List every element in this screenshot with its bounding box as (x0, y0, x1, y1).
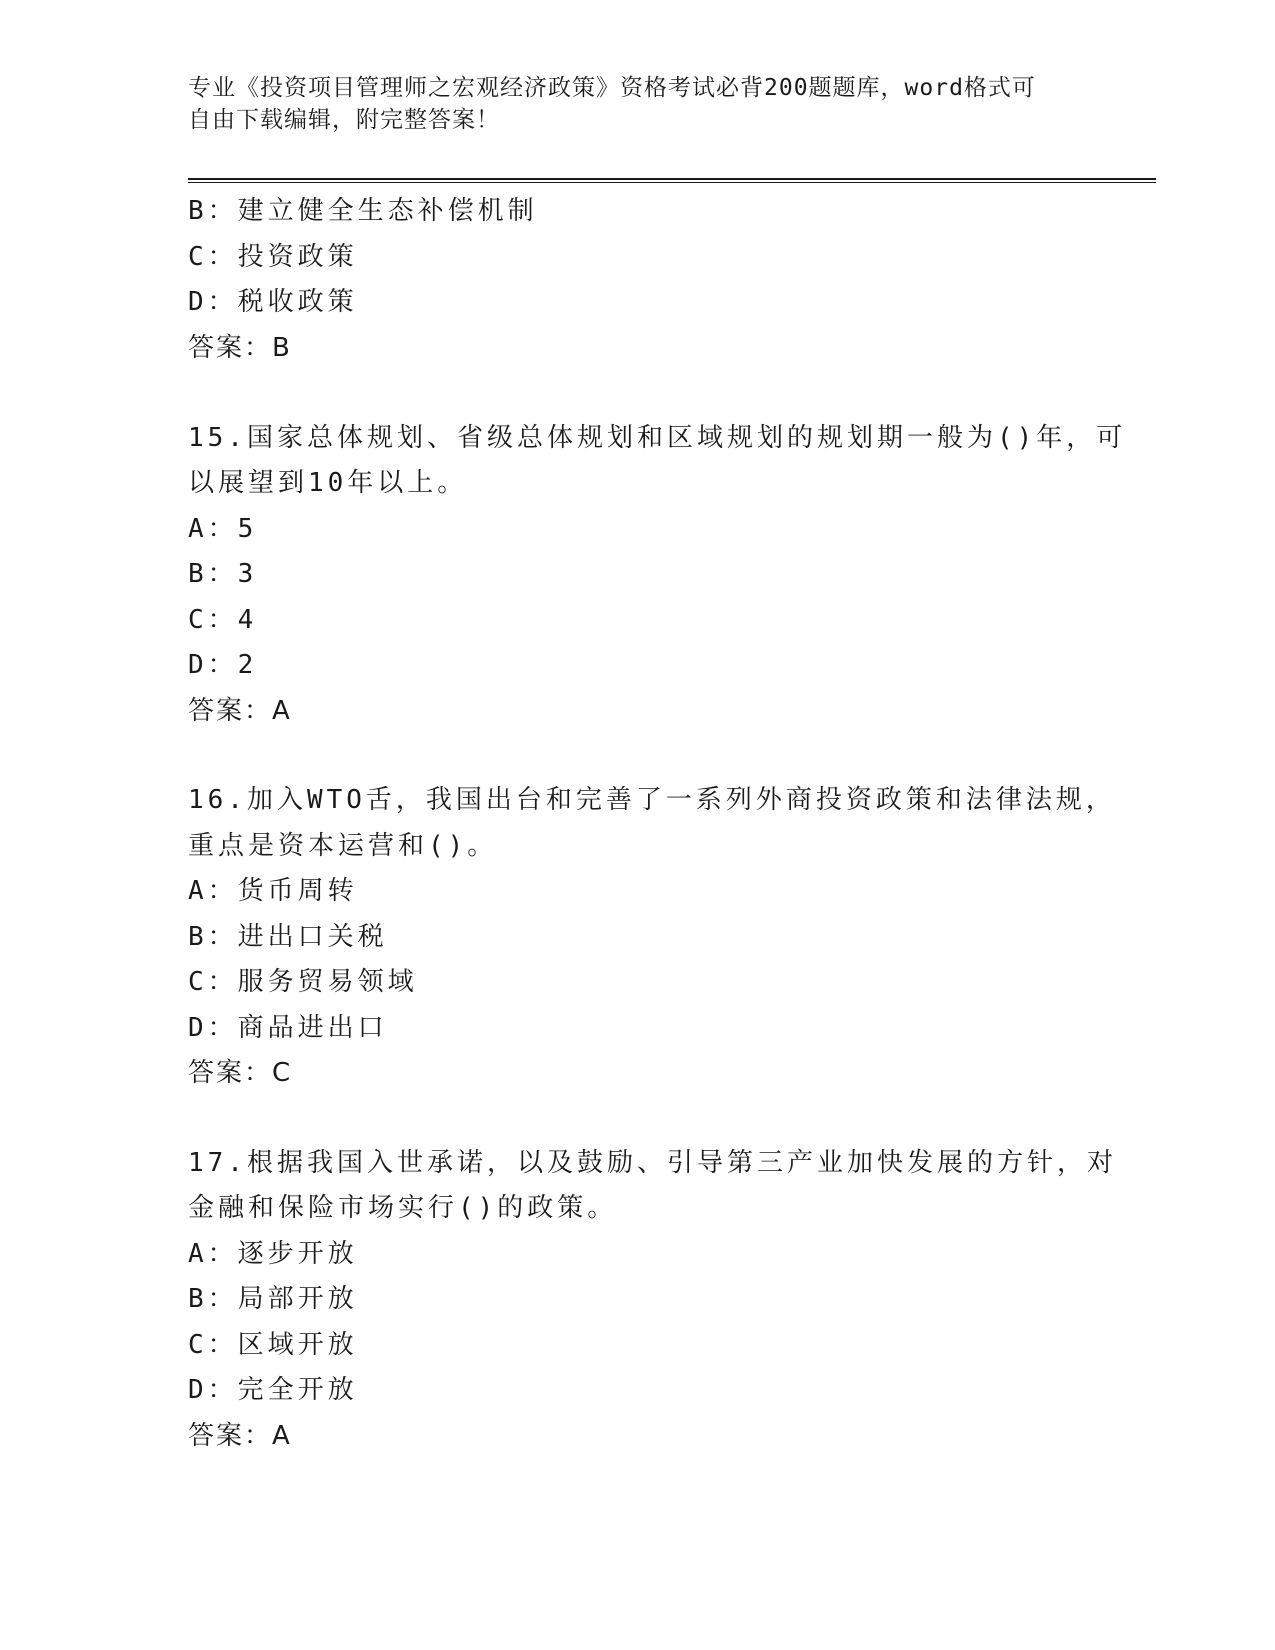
prev-option-d: D：税收政策 (188, 287, 358, 317)
q15-stem-line-2: 以展望到10年以上。 (188, 468, 468, 498)
q17-option-b: B：局部开放 (188, 1284, 358, 1314)
q17-option-d: D：完全开放 (188, 1375, 358, 1405)
q17-stem-line-1: 17.根据我国入世承诺，以及鼓励、引导第三产业加快发展的方针，对 (188, 1148, 1117, 1178)
q16-option-a: A：货币周转 (188, 876, 358, 906)
prev-answer: 答案：B (188, 333, 292, 363)
document-header (188, 72, 1068, 136)
prev-option-b: B：建立健全生态补偿机制 (188, 196, 538, 226)
q17-option-a: A：逐步开放 (188, 1239, 358, 1269)
header-line-1: 专业《投资项目管理师之宏观经济政策》资格考试必背200题题库，word格式可 (188, 75, 1036, 101)
q15-option-b: B：3 (188, 559, 258, 589)
q16-option-b: B：进出口关税 (188, 922, 388, 952)
q17-answer: 答案：A (188, 1421, 292, 1451)
q16-stem-line-2: 重点是资本运营和()。 (188, 831, 498, 861)
prev-option-c: C：投资政策 (188, 242, 358, 272)
q17-stem-line-2: 金融和保险市场实行()的政策。 (188, 1193, 618, 1223)
q16-answer: 答案：C (188, 1058, 293, 1088)
q15-option-d: D：2 (188, 650, 258, 680)
q15-answer: 答案：A (188, 696, 292, 726)
q15-option-c: C：4 (188, 605, 258, 635)
header-divider (188, 178, 1156, 183)
q16-option-c: C：服务贸易领域 (188, 967, 418, 997)
q16-stem-line-1: 16.加入WTO舌，我国出台和完善了一系列外商投资政策和法律法规， (188, 785, 1116, 815)
q15-stem-line-1: 15.国家总体规划、省级总体规划和区域规划的规划期一般为()年，可 (188, 423, 1127, 453)
q16-option-d: D：商品进出口 (188, 1013, 388, 1043)
q17-option-c: C：区域开放 (188, 1330, 358, 1360)
q15-option-a: A：5 (188, 514, 258, 544)
header-line-2: 自由下载编辑，附完整答案！ (188, 107, 500, 133)
